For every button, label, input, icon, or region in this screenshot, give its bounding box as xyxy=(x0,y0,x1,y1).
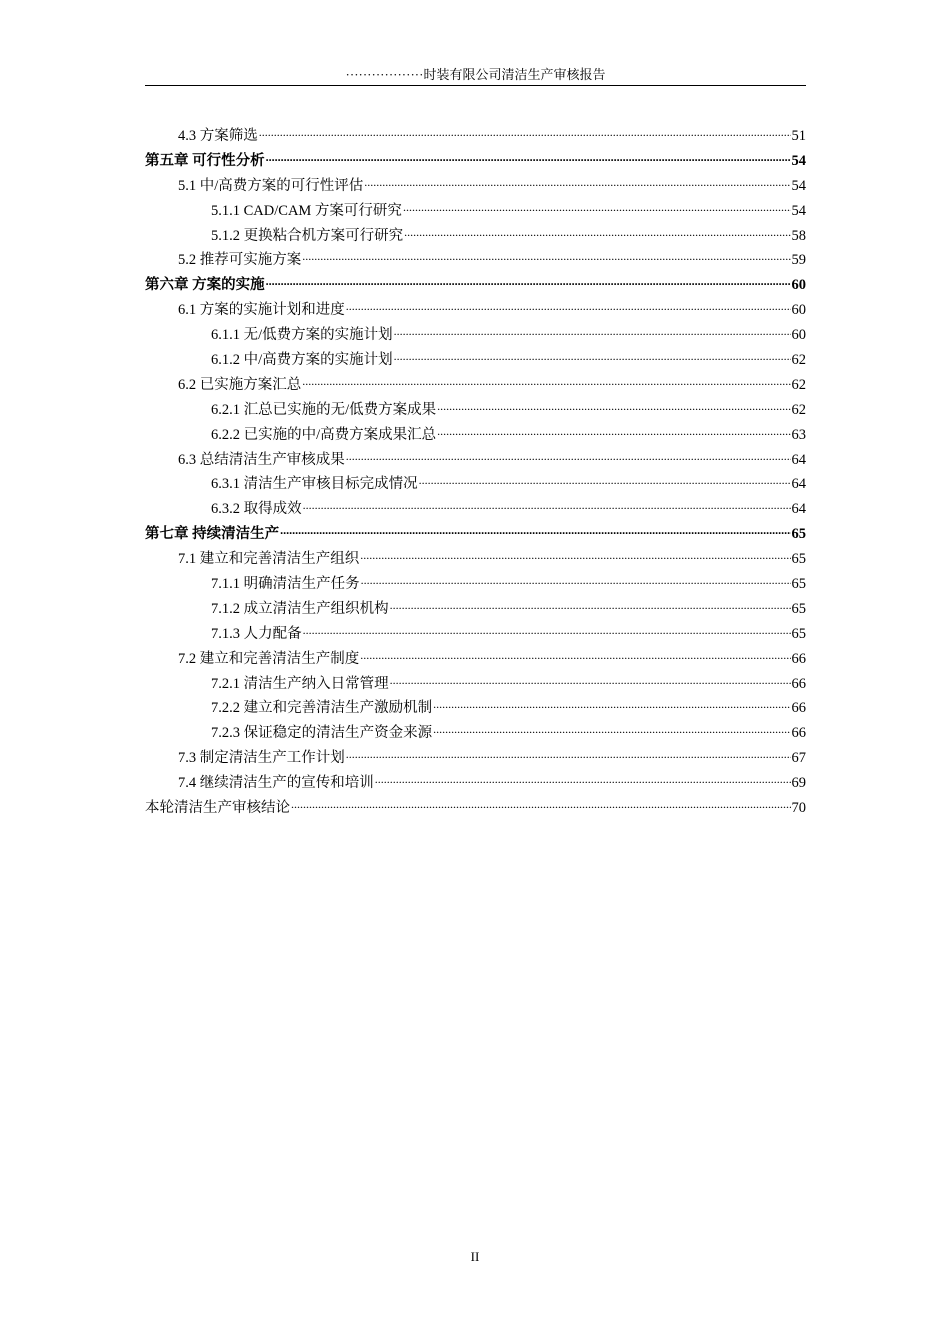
toc-entry[interactable] xyxy=(145,574,806,599)
toc-dot-leader xyxy=(360,549,790,563)
toc-entry[interactable] xyxy=(145,773,806,798)
toc-entry[interactable] xyxy=(145,425,806,450)
toc-entry-page: 59 xyxy=(791,252,806,269)
toc-entry-title: 7.2.1 清洁生产纳入日常管理 xyxy=(211,675,389,692)
page-footer xyxy=(0,1249,950,1265)
toc-dot-leader xyxy=(280,524,790,538)
toc-entry-page: 51 xyxy=(791,128,806,144)
toc-dot-leader xyxy=(303,624,791,638)
toc-entry-page: 65 xyxy=(791,526,806,543)
toc-entry-title: 第七章 持续清洁生产 xyxy=(145,526,280,543)
toc-dot-leader xyxy=(437,425,790,439)
toc-entry-page: 60 xyxy=(791,327,806,344)
page-number: II xyxy=(470,1249,480,1264)
toc-dot-leader xyxy=(361,574,791,588)
toc-entry-title: 6.3.2 取得成效 xyxy=(211,501,302,518)
toc-dot-leader xyxy=(364,176,790,190)
toc-entry-title: 6.1 方案的实施计划和进度 xyxy=(178,302,345,319)
toc-entry[interactable] xyxy=(145,350,806,375)
toc-entry-page: 54 xyxy=(791,177,806,194)
toc-entry[interactable] xyxy=(145,549,806,574)
toc-entry-title: 7.1.1 明确清洁生产任务 xyxy=(211,576,360,593)
toc-dot-leader xyxy=(390,599,791,613)
toc-entry[interactable] xyxy=(145,599,806,624)
toc-entry-page: 65 xyxy=(791,576,806,593)
toc-entry[interactable] xyxy=(145,126,806,151)
toc-dot-leader xyxy=(259,126,791,140)
toc-entry[interactable] xyxy=(145,300,806,325)
toc-dot-leader xyxy=(266,151,791,165)
toc-entry-title: 7.1.3 人力配备 xyxy=(211,625,302,642)
toc-entry-title: 4.3 方案筛选 xyxy=(178,128,258,144)
toc-entry-page: 62 xyxy=(791,376,806,393)
toc-entry-title: 7.3 制定清洁生产工作计划 xyxy=(178,750,345,767)
toc-entry-page: 65 xyxy=(791,551,806,568)
toc-entry-title: 7.2.2 建立和完善清洁生产激励机制 xyxy=(211,700,433,717)
toc-entry-title: 6.1.2 中/高费方案的实施计划 xyxy=(211,352,393,369)
toc-entry[interactable] xyxy=(145,474,806,499)
toc-entry-title: 6.2 已实施方案汇总 xyxy=(178,376,302,393)
toc-entry-page: 58 xyxy=(791,227,806,244)
toc-entry-title: 第六章 方案的实施 xyxy=(145,277,265,294)
table-of-contents xyxy=(145,126,806,823)
toc-dot-leader xyxy=(346,300,791,314)
toc-dot-leader xyxy=(404,226,790,240)
toc-dot-leader xyxy=(433,698,790,712)
toc-entry-page: 66 xyxy=(791,650,806,667)
toc-entry-title: 第五章 可行性分析 xyxy=(145,152,265,169)
toc-entry[interactable] xyxy=(145,400,806,425)
toc-entry-title: 7.4 继续清洁生产的宣传和培训 xyxy=(178,775,374,792)
toc-entry[interactable] xyxy=(145,151,806,176)
toc-entry[interactable] xyxy=(145,524,806,549)
header-title: ··················时装有限公司清洁生产审核报告 xyxy=(345,67,606,82)
toc-dot-leader xyxy=(266,275,791,289)
toc-entry[interactable] xyxy=(145,748,806,773)
toc-dot-leader xyxy=(419,474,791,488)
toc-entry-title: 7.2.3 保证稳定的清洁生产资金来源 xyxy=(211,725,433,742)
toc-dot-leader xyxy=(346,748,791,762)
toc-entry-page: 54 xyxy=(791,202,806,219)
toc-entry[interactable] xyxy=(145,698,806,723)
toc-entry-title: 5.2 推荐可实施方案 xyxy=(178,252,302,269)
toc-entry[interactable] xyxy=(145,250,806,275)
toc-dot-leader xyxy=(346,450,791,464)
toc-entry[interactable] xyxy=(145,375,806,400)
toc-entry-page: 62 xyxy=(791,401,806,418)
toc-entry-page: 60 xyxy=(791,302,806,319)
toc-entry-title: 6.3.1 清洁生产审核目标完成情况 xyxy=(211,476,418,493)
toc-dot-leader xyxy=(302,375,790,389)
toc-dot-leader xyxy=(394,350,791,364)
toc-dot-leader xyxy=(394,325,791,339)
toc-entry-page: 65 xyxy=(791,625,806,642)
toc-entry-title: 6.1.1 无/低费方案的实施计划 xyxy=(211,327,393,344)
toc-entry-title: 本轮清洁生产审核结论 xyxy=(145,800,290,817)
toc-entry-title: 5.1.2 更换粘合机方案可行研究 xyxy=(211,227,404,244)
toc-entry-page: 65 xyxy=(791,600,806,617)
toc-entry-page: 54 xyxy=(791,152,806,169)
toc-entry-page: 62 xyxy=(791,352,806,369)
toc-dot-leader xyxy=(303,499,791,513)
toc-dot-leader xyxy=(390,674,791,688)
toc-entry-page: 66 xyxy=(791,700,806,717)
toc-entry[interactable] xyxy=(145,624,806,649)
toc-entry-title: 7.1.2 成立清洁生产组织机构 xyxy=(211,600,389,617)
toc-entry[interactable] xyxy=(145,723,806,748)
toc-entry[interactable] xyxy=(145,674,806,699)
toc-entry[interactable] xyxy=(145,201,806,226)
toc-entry-title: 5.1.1 CAD/CAM 方案可行研究 xyxy=(211,202,402,219)
toc-entry[interactable] xyxy=(145,649,806,674)
toc-entry[interactable] xyxy=(145,226,806,251)
toc-entry-page: 66 xyxy=(791,675,806,692)
toc-entry-page: 70 xyxy=(791,800,806,817)
toc-dot-leader xyxy=(291,798,791,812)
toc-entry-page: 67 xyxy=(791,750,806,767)
toc-entry-title: 6.2.1 汇总已实施的无/低费方案成果 xyxy=(211,401,437,418)
toc-entry[interactable] xyxy=(145,275,806,300)
toc-dot-leader xyxy=(375,773,791,787)
toc-dot-leader xyxy=(403,201,791,215)
toc-entry[interactable] xyxy=(145,450,806,475)
toc-entry-page: 64 xyxy=(791,501,806,518)
toc-dot-leader xyxy=(302,250,790,264)
toc-entry-page: 60 xyxy=(791,277,806,294)
toc-entry-title: 7.2 建立和完善清洁生产制度 xyxy=(178,650,360,667)
toc-entry-title: 5.1 中/高费方案的可行性评估 xyxy=(178,177,364,194)
toc-dot-leader xyxy=(433,723,790,737)
toc-dot-leader xyxy=(437,400,790,414)
toc-entry-page: 64 xyxy=(791,476,806,493)
toc-entry[interactable] xyxy=(145,798,806,823)
toc-entry-title: 6.2.2 已实施的中/高费方案成果汇总 xyxy=(211,426,437,443)
toc-entry[interactable] xyxy=(145,325,806,350)
toc-entry-title: 6.3 总结清洁生产审核成果 xyxy=(178,451,345,468)
toc-entry-page: 64 xyxy=(791,451,806,468)
toc-dot-leader xyxy=(360,649,790,663)
toc-entry-title: 7.1 建立和完善清洁生产组织 xyxy=(178,551,360,568)
toc-entry[interactable] xyxy=(145,499,806,524)
toc-entry-page: 66 xyxy=(791,725,806,742)
page-header xyxy=(145,66,806,86)
toc-entry-page: 63 xyxy=(791,426,806,443)
toc-entry[interactable] xyxy=(145,176,806,201)
toc-entry-page: 69 xyxy=(791,775,806,792)
